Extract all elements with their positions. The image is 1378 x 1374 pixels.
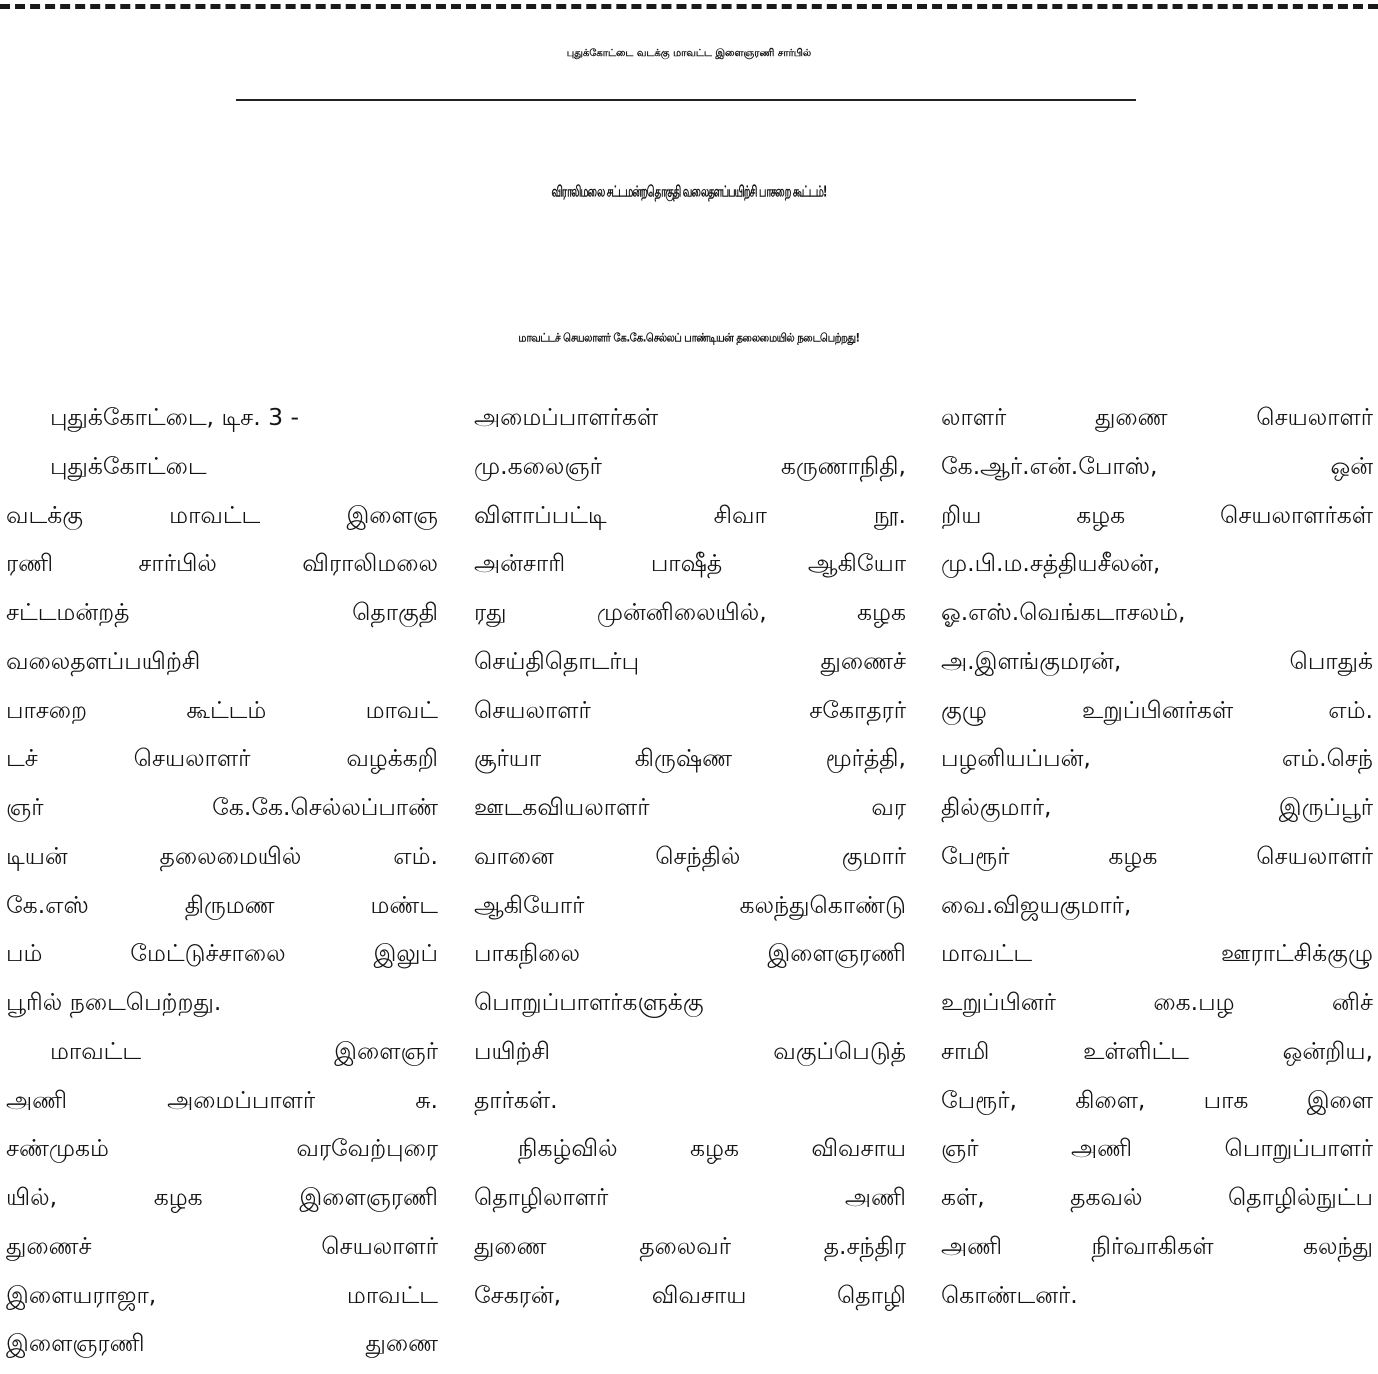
body-line: இளையராஜா, மாவட்ட bbox=[6, 1280, 438, 1309]
body-line: பழனியப்பன், எம்.செந் bbox=[941, 744, 1373, 773]
body-line: மாவட்ட ஊராட்சிக்குழு bbox=[941, 939, 1373, 968]
body-line: றிய கழக செயலாளர்கள் bbox=[941, 500, 1373, 529]
body-line: ஆகியோர் கலந்துகொண்டு bbox=[474, 890, 906, 919]
body-line: பம் மேட்டுச்சாலை இலுப் bbox=[6, 939, 438, 968]
body-line: ரது முன்னிலையில், கழக bbox=[474, 598, 906, 626]
body-line: தில்குமார், இருப்பூர் bbox=[941, 793, 1373, 821]
body-line: பூரில் நடைபெற்றது. bbox=[6, 988, 222, 1016]
body-line: பேரூர் கழக செயலாளர் bbox=[941, 841, 1373, 870]
body-line: அமைப்பாளர்கள் bbox=[474, 403, 659, 431]
body-line: மு.கலைஞர் கருணாநிதி, bbox=[474, 451, 906, 480]
article-column-3 bbox=[941, 393, 1373, 1368]
body-line: கொண்டனர். bbox=[941, 1280, 1078, 1309]
body-line: கே.ஆர்.என்.போஸ், ஒன் bbox=[941, 451, 1373, 480]
body-line: பாகநிலை இளைஞரணி bbox=[474, 939, 906, 968]
headline: விராலிமலை சட்டமன்றதொகுதி வலைதளப்பயிற்சி பாசறை கூட்டம்! bbox=[551, 184, 827, 201]
body-line: செய்திதொடர்பு துணைச் bbox=[474, 646, 906, 675]
body-line: ஞர் கே.கே.செல்லப்பாண் bbox=[6, 793, 438, 821]
body-line: விளாப்பட்டி சிவா நூ. bbox=[474, 500, 906, 529]
body-line: கே.எஸ் திருமண மண்ட bbox=[6, 890, 438, 919]
body-line: ரணி சார்பில் விராலிமலை bbox=[6, 549, 438, 578]
body-line: பொறுப்பாளர்களுக்கு bbox=[474, 988, 704, 1016]
body-line: செயலாளர் சகோதரர் bbox=[474, 695, 906, 724]
body-line: வடக்கு மாவட்ட இளைஞ bbox=[6, 500, 438, 529]
body-line: குழு உறுப்பினர்கள் எம். bbox=[941, 695, 1373, 724]
body-line: சேகரன், விவசாய தொழி bbox=[474, 1280, 906, 1309]
body-line: பேரூர், கிளை, பாக இளை bbox=[941, 1085, 1373, 1114]
dateline: புதுக்கோட்டை, டிச. 3 - bbox=[50, 403, 300, 431]
body-line: மு.பி.ம.சத்தியசீலன், bbox=[941, 549, 1161, 578]
body-line: தொழிலாளர் அணி bbox=[474, 1183, 906, 1211]
body-line: டியன் தலைமையில் எம். bbox=[6, 841, 438, 870]
body-line: வலைதளப்பயிற்சி bbox=[6, 646, 201, 675]
body-line: சட்டமன்றத் தொகுதி bbox=[6, 598, 438, 626]
body-line: ஊடகவியலாளர் வர bbox=[474, 793, 906, 821]
article-column-2 bbox=[474, 393, 906, 1368]
article-column-1 bbox=[6, 393, 438, 1368]
body-line: நிகழ்வில் கழக விவசாய bbox=[518, 1134, 906, 1163]
body-line: துணை தலைவர் த.சந்திர bbox=[474, 1231, 906, 1260]
body-line: பாசறை கூட்டம் மாவட் bbox=[6, 695, 438, 724]
body-line: மாவட்ட இளைஞர் bbox=[50, 1036, 438, 1065]
body-line: வானை செந்தில் குமார் bbox=[474, 841, 906, 870]
body-line: அணி நிர்வாகிகள் கலந்து bbox=[941, 1231, 1373, 1260]
body-line: சண்முகம் வரவேற்புரை bbox=[6, 1134, 438, 1163]
body-line: அ.இளங்குமரன், பொதுக் bbox=[941, 646, 1373, 675]
body-line: வை.விஜயகுமார், bbox=[941, 890, 1132, 919]
body-line: சூர்யா கிருஷ்ண மூர்த்தி, bbox=[474, 744, 906, 773]
body-line: துணைச் செயலாளர் bbox=[6, 1231, 438, 1260]
kicker-heading: புதுக்கோட்டை வடக்கு மாவட்ட இளைஞரணி சார்பில் bbox=[566, 48, 812, 59]
body-line: டச் செயலாளர் வழக்கறி bbox=[6, 744, 438, 773]
body-line: புதுக்கோட்டை bbox=[50, 451, 207, 480]
body-line: ஞர் அணி பொறுப்பாளர் bbox=[941, 1134, 1373, 1163]
body-line: தார்கள். bbox=[474, 1085, 558, 1114]
body-line: பயிற்சி வகுப்பெடுத் bbox=[474, 1036, 906, 1065]
body-line: லாளர் துணை செயலாளர் bbox=[941, 403, 1373, 431]
body-line: உறுப்பினர் கை.பழ னிச் bbox=[941, 988, 1373, 1016]
body-line: அன்சாரி பாஷீத் ஆகியோ bbox=[474, 549, 906, 578]
body-line: கள், தகவல் தொழில்நுட்ப bbox=[941, 1183, 1373, 1211]
body-line: சாமி உள்ளிட்ட ஒன்றிய, bbox=[941, 1036, 1373, 1065]
body-line: இளைஞரணி துணை bbox=[6, 1329, 438, 1358]
body-line: அணி அமைப்பாளர் சு. bbox=[6, 1085, 438, 1114]
subheadline: மாவட்டச் செயலாளர் கே.கே.செல்லப் பாண்டியன் தலைமையில் நடைபெற்றது! bbox=[518, 332, 860, 345]
top-dashed-rule bbox=[0, 4, 1378, 9]
body-line: ஓ.எஸ்.வெங்கடாசலம், bbox=[941, 598, 1186, 626]
body-line: யில், கழக இளைஞரணி bbox=[6, 1183, 438, 1211]
